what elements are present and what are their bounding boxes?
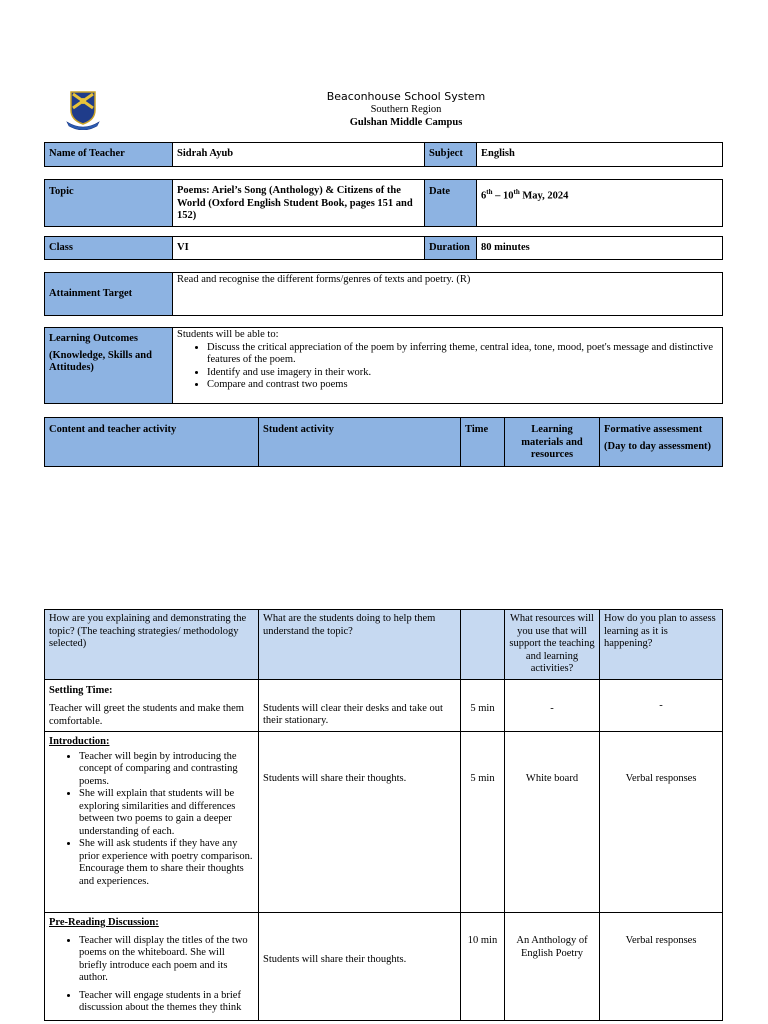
intro-item: • Teacher will begin by introducing the concept of comparing and contrasting poems.	[79, 751, 254, 789]
outcome-item: • Discuss the critical appreciation of the poem by inferring theme, central idea, tone, mood, poet's message and distinctive features of the poem.	[207, 342, 718, 367]
guide-student: What are the students doing to help them understand the topic?	[259, 610, 461, 680]
intro-item: • She will explain that students will be exploring similarities and differences between two poems to gain a deeper understanding of each.	[79, 788, 254, 838]
col-materials-header: Learning materials and resources	[505, 418, 600, 467]
intro-student: Students will share their thoughts.	[259, 732, 461, 913]
prereading-row	[45, 913, 723, 1021]
intro-materials: White board	[505, 732, 600, 913]
prereading-list	[49, 935, 254, 1015]
guide-assessment: How do you plan to assess learning as it is happening?	[600, 610, 723, 680]
date-end-suffix: th	[513, 188, 520, 196]
guide-materials: What resources will you use that will support the teaching and learning activities?	[505, 610, 600, 680]
attainment-label: Attainment Target	[45, 273, 173, 316]
subject-label: Subject	[425, 143, 477, 167]
org-name: Beaconhouse School System	[326, 90, 486, 103]
subject-value: English	[477, 143, 723, 167]
prereading-time: 10 min	[461, 913, 505, 1021]
settling-row	[45, 679, 723, 732]
outcomes-label-title: Learning Outcomes	[49, 333, 138, 344]
assessment-header-subtitle: (Day to day assessment)	[604, 440, 712, 452]
settling-title: Settling Time:	[49, 684, 113, 696]
assessment-header-title: Formative assessment	[604, 424, 703, 435]
settling-content	[45, 679, 259, 732]
topic-table	[44, 179, 723, 227]
class-value: VI	[173, 237, 425, 260]
date-separator: – 10	[492, 190, 514, 202]
outcome-item: • Identify and use imagery in their work.	[207, 367, 718, 380]
outcomes-table	[44, 327, 723, 404]
attainment-table	[44, 272, 723, 316]
class-table	[44, 236, 723, 260]
intro-list	[49, 751, 254, 889]
prereading-student: Students will share their thoughts.	[259, 913, 461, 1021]
outcome-item: • Compare and contrast two poems	[207, 379, 718, 392]
prereading-item: • Teacher will display the titles of the two poems on the whiteboard. She will briefly introduce each poem and its author.	[79, 935, 254, 985]
outcomes-label-subtitle: (Knowledge, Skills and Attitudes)	[49, 349, 152, 373]
plan-body-table	[44, 609, 723, 1021]
col-content-header: Content and teacher activity	[45, 418, 259, 467]
intro-content	[45, 732, 259, 913]
date-start: 6	[481, 190, 487, 202]
duration-value: 80 minutes	[477, 237, 723, 260]
intro-item: • She will ask students if they have any prior experience with poetry comparison. Encourage them to share their thoughts and experiences.	[79, 838, 254, 888]
intro-row	[45, 732, 723, 913]
class-label: Class	[45, 237, 173, 260]
prereading-materials: An Anthology of English Poetry	[505, 913, 600, 1021]
settling-teacher: Teacher will greet the students and make them comfortable.	[49, 703, 244, 727]
outcomes-value	[173, 328, 723, 404]
campus-name: Gulshan Middle Campus	[349, 117, 463, 128]
guide-time	[461, 610, 505, 680]
intro-title: Introduction:	[49, 736, 110, 747]
teacher-label: Name of Teacher	[45, 143, 173, 167]
prereading-content	[45, 913, 259, 1021]
outcomes-list	[177, 342, 718, 392]
duration-label: Duration	[425, 237, 477, 260]
date-start-suffix: th	[486, 188, 493, 196]
teacher-table	[44, 142, 723, 167]
guide-row	[45, 610, 723, 680]
intro-assessment: Verbal responses	[600, 732, 723, 913]
settling-time: 5 min	[461, 679, 505, 732]
col-assessment-header	[600, 418, 723, 467]
outcomes-label	[45, 328, 173, 404]
topic-label: Topic	[45, 180, 173, 227]
attainment-value: Read and recognise the different forms/genres of texts and poetry. (R)	[173, 273, 723, 316]
region-name: Southern Region	[370, 104, 442, 115]
topic-value: Poems: Ariel’s Song (Anthology) & Citizens of the World (Oxford English Student Book, pages 151 and 152)	[173, 180, 425, 227]
date-value	[477, 180, 723, 227]
settling-student: Students will clear their desks and take out their stationary.	[259, 679, 461, 732]
teacher-value: Sidrah Ayub	[173, 143, 425, 167]
prereading-title: Pre-Reading Discussion:	[49, 917, 159, 928]
guide-content: How are you explaining and demonstrating the topic? (The teaching strategies/ methodology selected)	[45, 610, 259, 680]
date-rest: May, 2024	[519, 190, 569, 202]
intro-time: 5 min	[461, 732, 505, 913]
outcomes-intro: Students will be able to:	[177, 329, 279, 340]
plan-header-table	[44, 417, 723, 467]
settling-assessment: -	[600, 679, 723, 732]
prereading-item: • Teacher will engage students in a brief discussion about the themes they think	[79, 990, 254, 1015]
date-label: Date	[425, 180, 477, 227]
settling-materials: -	[505, 679, 600, 732]
col-student-header: Student activity	[259, 418, 461, 467]
prereading-assessment: Verbal responses	[600, 913, 723, 1021]
col-time-header: Time	[461, 418, 505, 467]
